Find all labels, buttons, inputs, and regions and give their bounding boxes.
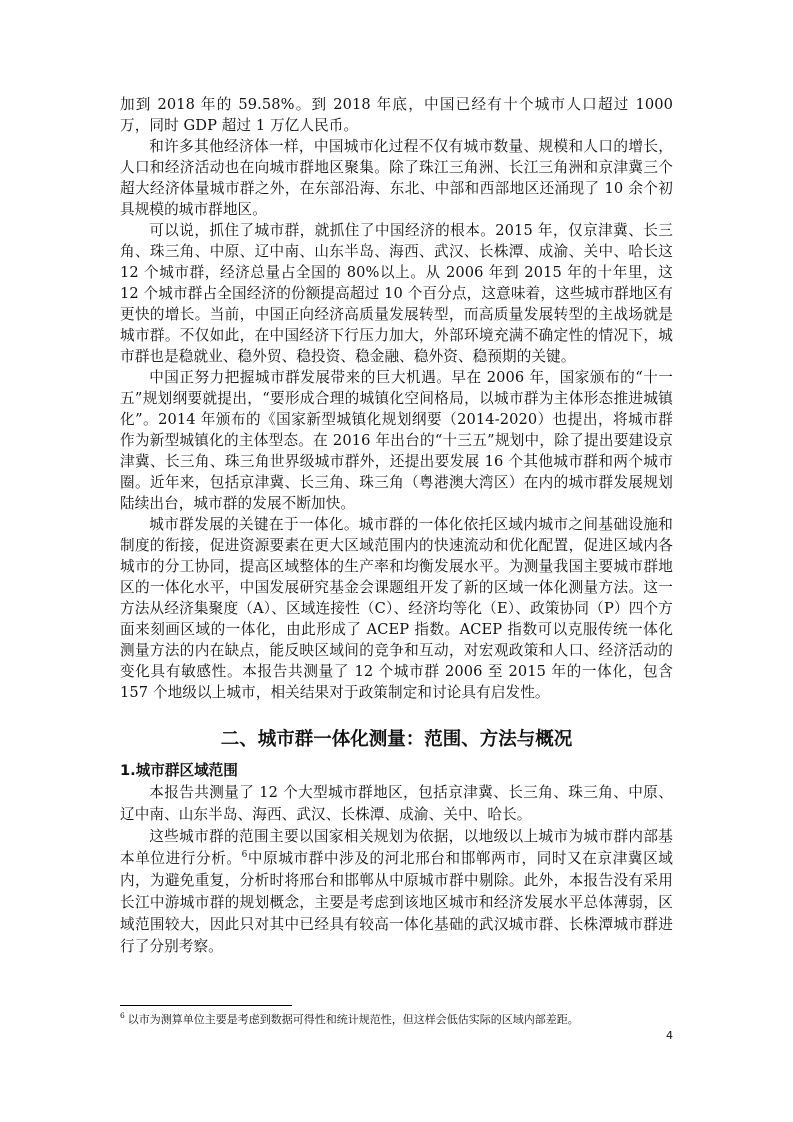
footnote-divider [120, 1005, 292, 1006]
footnote-marker: 6 [120, 1011, 125, 1021]
section-paragraph: 本报告共测量了 12 个大型城市群地区，包括京津冀、长三角、珠三角、中原、辽中南、山东半岛、海西、武汉、长株潭、成渝、关中、哈长。 [120, 784, 673, 823]
footnote [120, 1012, 673, 1028]
section-heading: 二、城市群一体化测量：范围、方法与概况 [220, 729, 573, 750]
body-paragraph: 和许多其他经济体一样，中国城市化过程不仅有城市数量、规模和人口的增长，人口和经济活动也在向城市群地区聚集。除了珠江三角洲、长江三角洲和京津冀三个超大经济体量城市群之外，在东部沿海、东北、中部和西部地区还涌现了 10 余个初具规模的城市群地区。 [120, 138, 673, 218]
section-paragraph-with-footnote [120, 826, 673, 958]
body-paragraph: 可以说，抓住了城市群，就抓住了中国经济的根本。2015 年，仅京津冀、长三角、珠三角、中原、辽中南、山东半岛、海西、武汉、长株潭、成渝、关中、哈长这 12 个城市群，经济总量占全国的 80%以上。从 2006 年到 2015 年的十年里，这 12 个城市群占全国经济的份额提高超过 10 个百分点，这意味着，这些城市群地区有更快的增长。当前，中国正向经济高质量发展转型，而高质量发展转型的主战场就是城市群。不仅如此，在中国经济下行压力加大，外部环境充满不确定性的情况下，城市群也是稳就业、稳外贸、稳投资、稳金融、稳外资、稳预期的关键。 [120, 222, 673, 365]
paragraph-text-before-note: 这些城市群的范围主要以国家相关规划为依据，以地级以上城市为城市群内部基本单位进行分析。 [120, 828, 673, 867]
footnote-reference[interactable]: 6 [241, 850, 248, 861]
paragraph-text-after-note: 中原城市群中涉及的河北邢台和邯郸两市，同时又在京津冀区域内，为避免重复，分析时将邢台和邯郸从中原城市群中剔除。此外，本报告没有采用长江中游城市群的规划概念，主要是考虑到该地区城市和经济发展水平总体薄弱，区域范围较大，因此只对其中已经具有较高一体化基础的武汉城市群、长株潭城市群进行了分别考察。 [120, 850, 673, 955]
page-content [120, 94, 673, 958]
body-paragraph: 城市群发展的关键在于一体化。城市群的一体化依托区域内城市之间基础设施和制度的衔接，促进资源要素在更大区域范围内的快速流动和优化配置，促进区域内各城市的分工协同，提高区域整体的生产率和均衡发展水平。为测量我国主要城市群地区的一体化水平，中国发展研究基金会课题组开发了新的区域一体化测量方法。这一方法从经济集聚度（A）、区域连接性（C）、经济均等化（E）、政策协同（P）四个方面来刻画区域的一体化，由此形成了 ACEP 指数。ACEP 指数可以克服传统一体化测量方法的内在缺点，能反映区域间的竞争和互动，对宏观政策和人口、经济活动的变化具有敏感性。本报告共测量了 12 个城市群 2006 至 2015 年的一体化，包含 157 个地级以上城市，相关结果对于政策制定和讨论具有启发性。 [120, 516, 673, 701]
page-number: 4 [666, 1029, 673, 1042]
footnote-text: 以市为测算单位主要是考虑到数据可得性和统计规范性，但这样会低估实际的区域内部差距。 [127, 1013, 579, 1026]
body-paragraph: 中国正努力把握城市群发展带来的巨大机遇。早在 2006 年，国家颁布的“十一五”规划纲要就提出，“要形成合理的城镇化空间格局，以城市群为主体形态推进城镇化”。2014 年颁布的《国家新型城镇化规划纲要（2014-2020）也提出，将城市群作为新型城镇化的主体型态。在 2016 年出台的“十三五”规划中，除了提出要建设京津冀、长三角、珠三角世界级城市群外，还提出要发展 16 个其他城市群和两个城市圈。近年来，包括京津冀、长三角、珠三角（粤港澳大湾区）在内的城市群发展规划陆续出台，城市群的发展不断加快。 [120, 369, 673, 512]
body-paragraph: 加到 2018 年的 59.58%。到 2018 年底，中国已经有十个城市人口超过 1000 万，同时 GDP 超过 1 万亿人民币。 [120, 96, 673, 134]
subsection-heading: 1.城市群区域范围 [120, 762, 238, 779]
